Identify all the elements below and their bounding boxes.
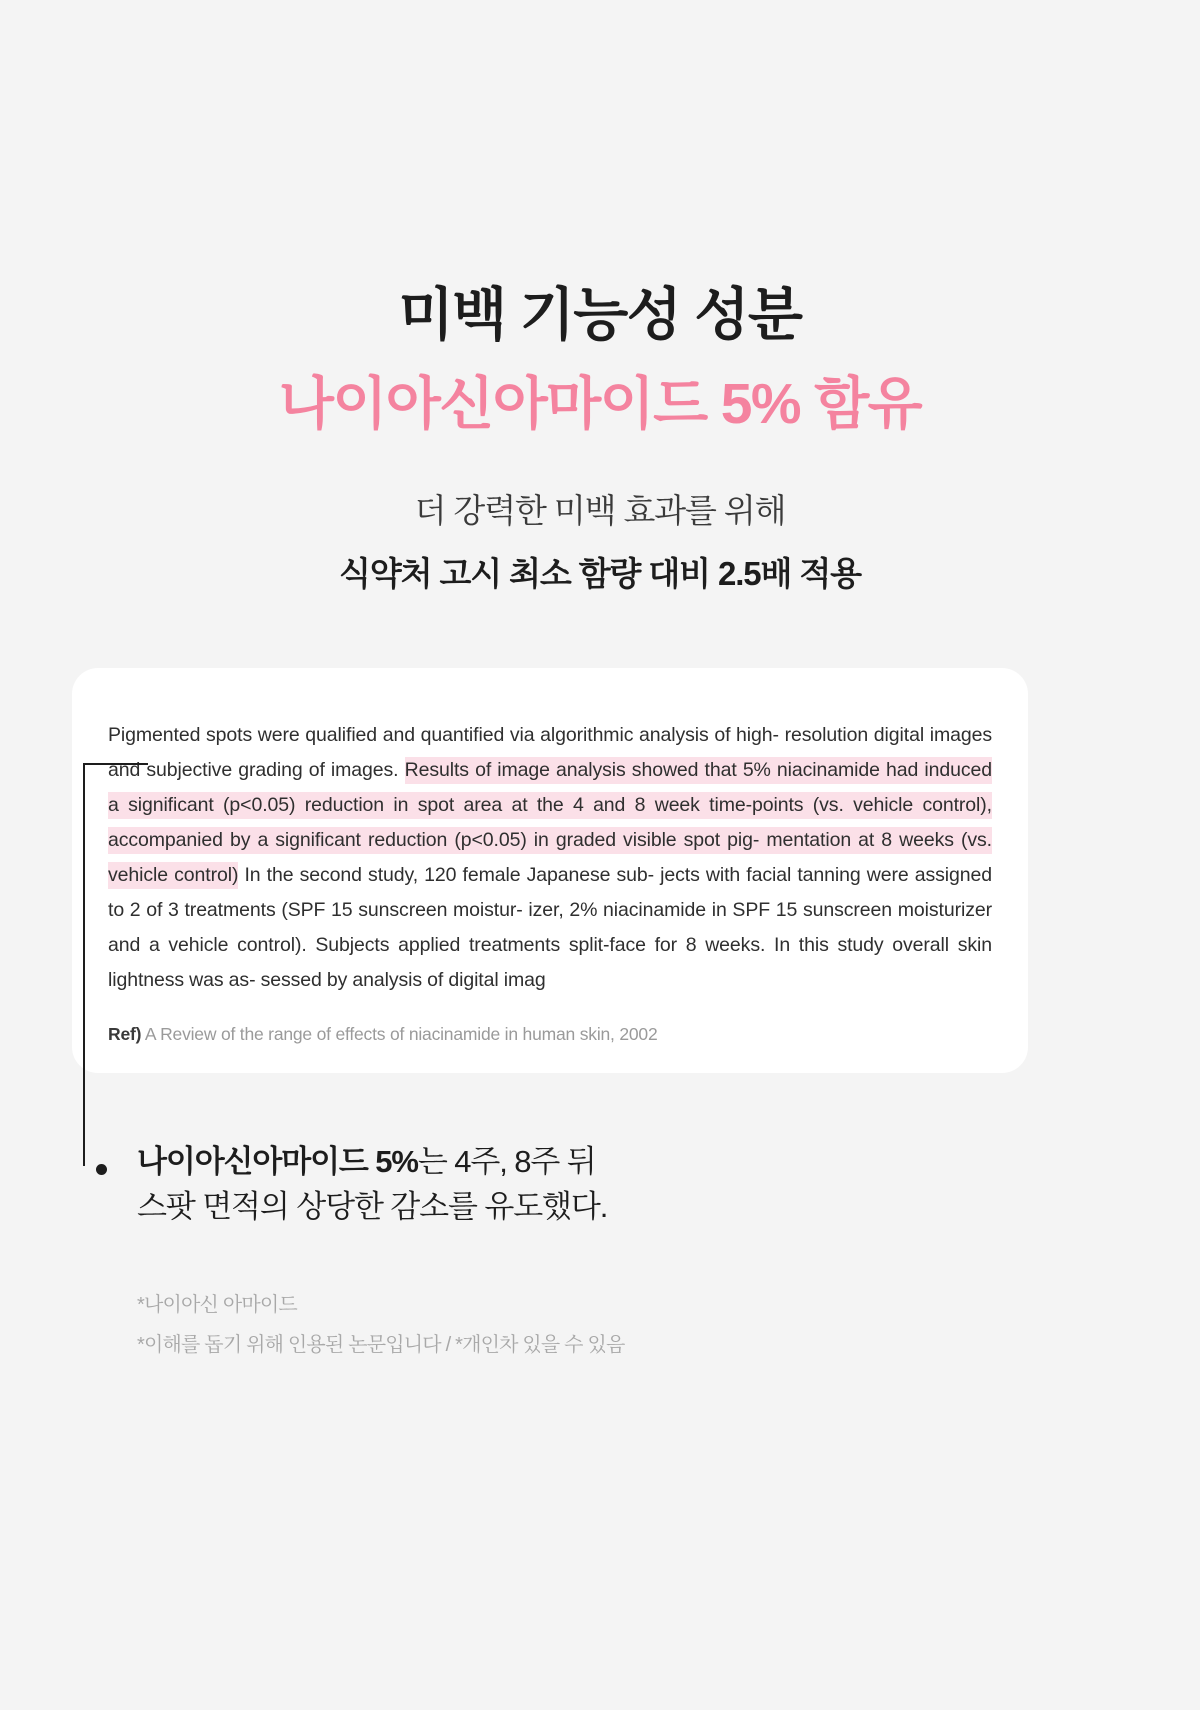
reference-citation: A Review of the range of effects of niacinamide in human skin, 2002 — [141, 1023, 658, 1044]
excerpt-highlighted-finding: Results of image analysis showed that 5% niacinamide had induced a significant (p<0.05) reduction in spot area at the 4 and 8 week time-points (vs. vehicle control), accompanied by a significant reduction (p<0.05) in graded visible spot pig- mentation at 8 weeks (vs. vehicle control) — [108, 757, 992, 889]
conclusion-text — [137, 1140, 607, 1230]
reference-label: Ref) — [108, 1023, 142, 1044]
study-excerpt-card — [72, 668, 1028, 1073]
heading-block — [0, 282, 1200, 595]
page-subtitle-line-1: 더 강력한 미백 효과를 위해 — [414, 491, 786, 529]
study-excerpt-text — [108, 718, 992, 998]
excerpt-part-after: In the second study, 120 female Japanese sub- jects with facial tanning were assigned to 2 of 3 treatments (SPF 15 sunscreen moistur- izer, 2% niacinamide in SPF 15 sunscreen moisturizer and a vehicle control). Subjects applied treatments split-face for 8 weeks. In this study overall skin lightness was as- sessed by analysis of digital imag — [108, 863, 993, 991]
reference-line — [108, 1024, 992, 1045]
footnote-item: *나이아신 아마이드 — [137, 1294, 297, 1316]
footnote-block — [137, 1285, 625, 1365]
page-subtitle-line-2: 식약처 고시 최소 함량 대비 2.5배 적용 — [339, 554, 861, 592]
conclusion-emphasis: 나이아신아마이드 5% — [137, 1144, 418, 1179]
conclusion-rest: 는 4주, 8주 뒤 — [417, 1144, 596, 1179]
excerpt-part-before: Pigmented spots were qualified and quantified via algorithmic analysis of high- resolution digital images and subjective grading of images. — [108, 723, 992, 781]
conclusion-block — [96, 1140, 1056, 1230]
page-title-line-1: 미백 기능성 성분 — [398, 283, 802, 347]
footnote-item: *이해를 돕기 위해 인용된 논문입니다 / *개인차 있을 수 있음 — [137, 1334, 625, 1356]
page-title-line-2: 나이아신아마이드 5% 함유 — [278, 372, 922, 437]
bullet-dot-icon — [96, 1164, 107, 1175]
conclusion-row — [96, 1140, 1056, 1230]
conclusion-line-2: 스팟 면적의 상당한 감소를 유도했다. — [137, 1188, 608, 1224]
